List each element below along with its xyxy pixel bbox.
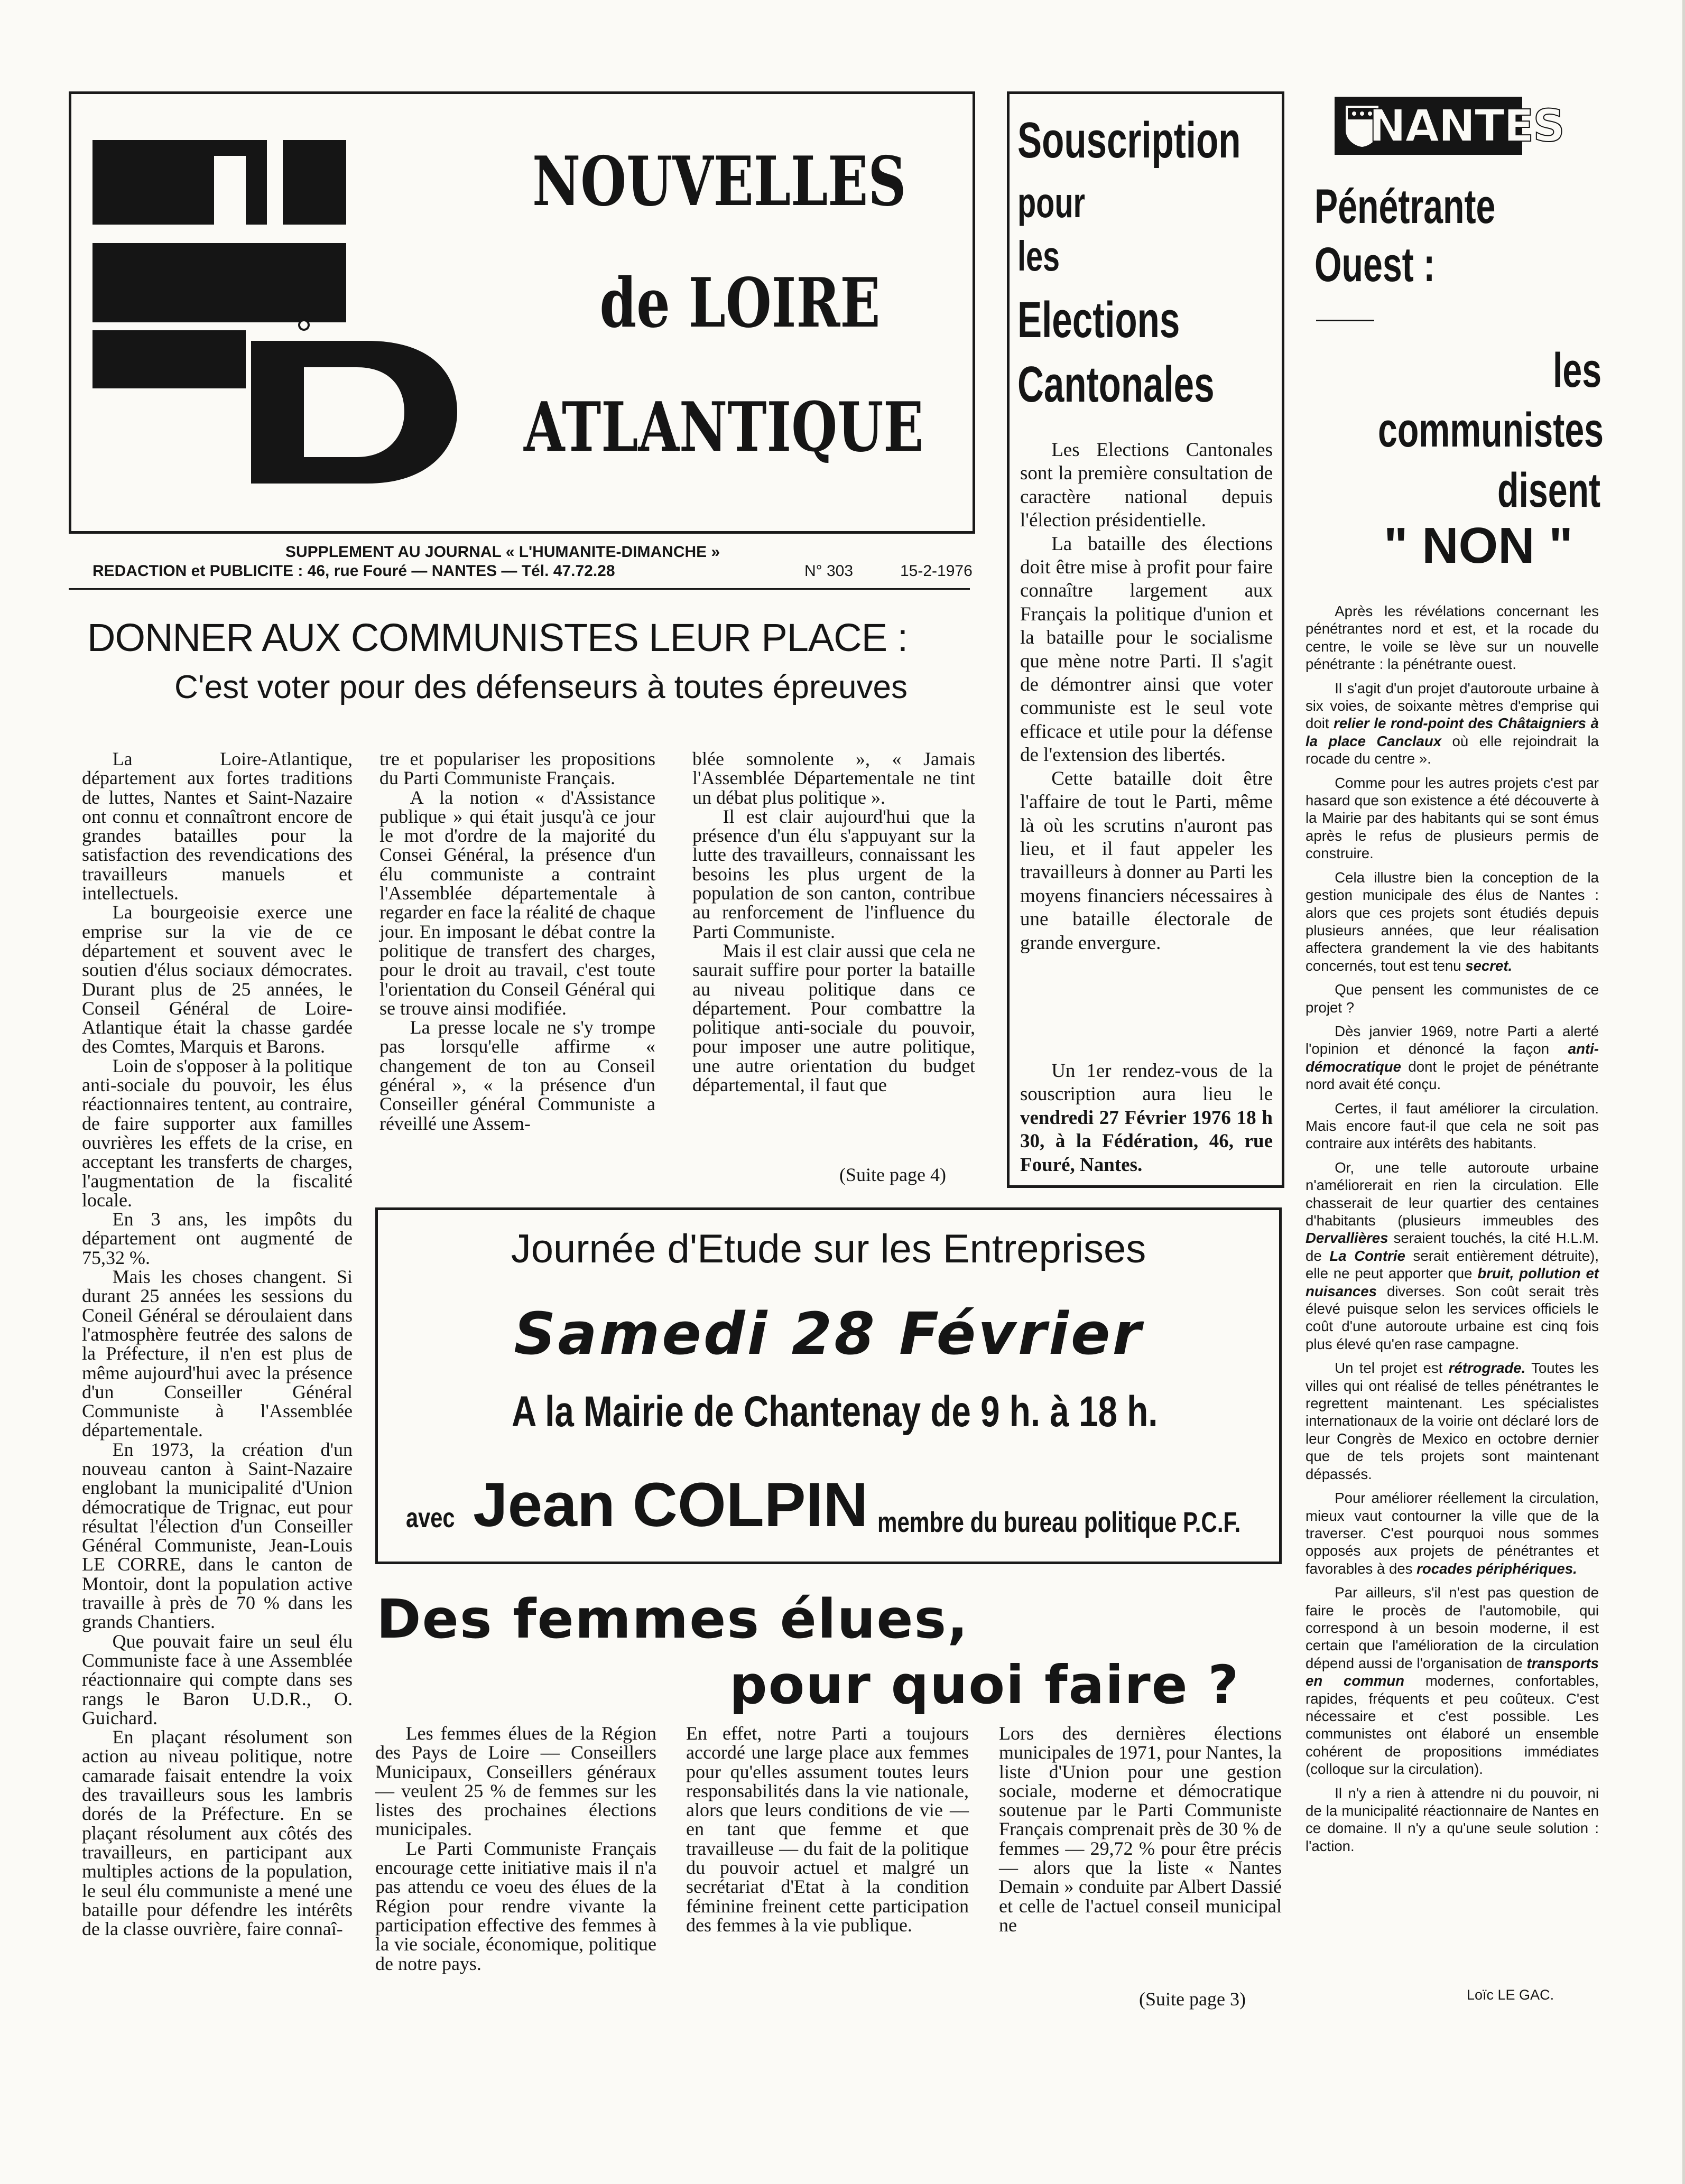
- women-col1-paragraph: Le Parti Communiste Français encourage cette initiative mais il n'a pas attendu ce voeu des élues de la Région pour rendre vivante la participation effective des femmes à la vie sociale, économique, politique de notre pays.: [375, 1837, 656, 1974]
- women-headline-2: pour quoi faire ?: [729, 1654, 1240, 1716]
- nantes-title-6: " NON ": [1384, 517, 1573, 574]
- lead-col2-paragraph: La presse locale ne s'y trompe pas lorsqu'elle affirme « changement de ton au Conseil général », « la présence d'un Conseiller général Communiste a réveillé une Assem-: [379, 1017, 655, 1134]
- nantes-title-3: les: [1553, 343, 1602, 397]
- subscription-title-1: Souscription: [1017, 112, 1241, 169]
- lead-col3-paragraph: Il est clair aujourd'hui que la présence d'un élu s'appuyant sur la lutte des travailleurs, connaissant les besoins les plus urgent de la population de son canton, contribue au renforcement de l'influence du Parti Communiste.: [692, 805, 975, 942]
- nantes-title-1: Pénétrante: [1314, 180, 1496, 234]
- issue-date: 15-2-1976: [900, 562, 973, 580]
- nantes-paragraph-1: Après les révélations concernant les pénétrantes nord et est, et la rocade du centre, le voile se lève sur un nouvelle pénétrante : la pénétrante ouest.: [1306, 603, 1599, 673]
- lead-col1-paragraph: Que pouvait faire un seul élu Communiste face à une Assemblée réactionnaire qui compte dans ses rangs le Baron U.D.R., O. Guichard.: [82, 1630, 353, 1728]
- lead-col2-paragraph: tre et populariser les propositions du Parti Communiste Français.: [379, 748, 655, 789]
- lead-col1-paragraph: En 3 ans, les impôts du département ont augmenté de 75,32 %.: [82, 1209, 353, 1268]
- event-date: Samedi 28 Février: [514, 1300, 1143, 1368]
- nantes-paragraph-3: Comme pour les autres projets c'est par hasard que son existence a été découverte à la Mairie par des habitants qui se sont émus après le refus de plusieurs permis de construire.: [1306, 774, 1599, 862]
- subscription-paragraph: Cette bataille doit être l'affaire de tout le Parti, même là où les scrutins n'auront pas lieu, et il faut appeler les travailleurs à donner au Parti les moyens financiers nécessaires à une bataille électorale de grande envergure.: [1020, 767, 1273, 954]
- lead-col2-paragraph: A la notion « d'Assistance publique » qui était jusqu'à ce jour le mot d'ordre de la majorité du Consei Général, la présence d'un élu communiste a contraint l'Assemblée départementale à regarder en face la réalité de chaque jour. En imposant le débat contre la politique de transfert des charges, pour le droit au travail, c'est toute l'orientation du Conseil Général qui se trouve ainsi modifiée.: [379, 786, 655, 1019]
- lead-col1-paragraph: Mais les choses changent. Si durant 25 années les sessions du Coneil Général se déroulaient dans l'atmosphère feutrée des salons de la Préfecture, il n'en est plus de même aujourd'hui avec la présence d'un Conseiller Général Communiste à l'Assemblée départementale.: [82, 1266, 353, 1441]
- lead-col1-paragraph: La bourgeoisie exerce une emprise sur la vie de ce département et souvent avec le soutien d'élus sociaux démocrates. Durant plus de 25 années, le Conseil Général de Loire-Atlantique était la chasse gardée des Comtes, Marquis et Barons.: [82, 902, 353, 1057]
- event-title: Journée d'Etude sur les Entreprises: [511, 1226, 1146, 1271]
- women-headline-1: Des femmes élues,: [376, 1588, 969, 1651]
- page-edge-rule: [1682, 0, 1685, 2184]
- subscription-title-4: Elections: [1017, 292, 1180, 348]
- redaction-line: REDACTION et PUBLICITE : 46, rue Fouré — NANTES — Tél. 47.72.28: [92, 562, 615, 580]
- nantes-paragraph-7: Certes, il faut améliorer la circulation. Mais encore faut-il que cela ne soit pas contraire aux intérêts des habitants.: [1306, 1100, 1599, 1152]
- hd-logo: [92, 119, 473, 489]
- lead-column-2: [379, 749, 655, 1133]
- nantes-paragraph-11: Par ailleurs, s'il n'est pas question de faire le procès de l'automobile, qui correspond à un besoin moderne, il est certain que l'amélioration de la circulation dépend aussi de l'organisation de transports en commun modernes, confortables, rapides, fréquents et peu coûteux. C'est nécessaire et c'est possible. Les communistes ont élaboré un ensemble cohérent de propositions immédiates (colloque sur la circulation).: [1306, 1584, 1599, 1778]
- lead-column-3: [692, 749, 975, 1094]
- subscription-paragraph: Les Elections Cantonales sont la première consultation de caractère national depuis l'élection présidentielle.: [1020, 439, 1273, 532]
- nantes-author: Loïc LE GAC.: [1467, 1987, 1554, 2003]
- women-column-3: [999, 1724, 1282, 1935]
- nantes-paragraph-5: Que pensent les communistes de ce projet ?: [1306, 981, 1599, 1016]
- subscription-rdv: [1020, 1060, 1273, 1177]
- masthead-rule: [69, 588, 970, 590]
- lead-col1-paragraph: En plaçant résolument son action au niveau politique, notre camarade faisait entendre la voix des travailleurs sous les lambris dorés de la Préfecture. En se plaçant résolument aux côtés des travailleurs, en participant aux multiples actions de la population, le seul élu communiste a mené une bataille pour défendre les intérêts de la classe ouvrière, faire connaî-: [82, 1726, 353, 1940]
- masthead-line1: NOUVELLES: [532, 142, 906, 221]
- lead-headline: DONNER AUX COMMUNISTES LEUR PLACE :: [87, 616, 908, 659]
- subscription-title-3: les: [1017, 233, 1060, 280]
- subscription-body: [1020, 439, 1273, 955]
- subscription-title-2: pour: [1017, 179, 1085, 226]
- nantes-paragraph-6: Dès janvier 1969, notre Parti a alerté l'opinion et dénoncé la façon anti-démocratique dont le projet de pénétrante nord avait été conçu.: [1306, 1023, 1599, 1093]
- nantes-body: [1306, 602, 1599, 1861]
- event-speaker: Jean COLPIN: [473, 1470, 868, 1540]
- lead-col1-paragraph: En 1973, la création d'un nouveau canton à Saint-Nazaire englobant la municipalité d'Union démocratique de Trignac, eut pour résultat l'élection d'un Conseiller Général Communiste, Jean-Louis LE CORRE, dans le canton de Montoir, dont la population active travaille à près de 70 % dans les grands Chantiers.: [82, 1438, 353, 1633]
- masthead-line3: ATLANTIQUE: [524, 388, 924, 467]
- event-speaker-role: membre du bureau politique P.C.F.: [877, 1507, 1241, 1538]
- women-column-2: [686, 1724, 969, 1935]
- supplement-line: SUPPLEMENT AU JOURNAL « L'HUMANITE-DIMANCHE »: [285, 543, 720, 561]
- nantes-paragraph-8: Or, une telle autoroute urbaine n'améliorerait en rien la circulation. Elle chasserait de leur quartier des centaines d'habitants (plusieurs immeubles des Dervallières seraient touchés, la cité H.L.M. de La Contrie serait entièrement détruite), elle ne peut apporter que bruit, pollution et nuisances diverses. Son coût serait très élevé puisque selon les services officiels le coût d'une autoroute urbaine est cinq fois plus élevé qu'en rase campagne.: [1306, 1159, 1599, 1352]
- issue-number: N° 303: [804, 562, 854, 580]
- lead-col1-paragraph: La Loire-Atlantique, département aux fortes traditions de luttes, Nantes et Saint-Nazaire ont connu et connaîtront encore de grandes batailles pour la satisfaction des revendications des travailleurs manuels et intellectuels.: [82, 748, 353, 904]
- lead-column-1: [82, 749, 353, 1938]
- nantes-label-text: NANTES: [1369, 100, 1564, 152]
- masthead-line2: de LOIRE: [599, 264, 881, 343]
- women-col3-paragraph: Lors des dernières élections municipales de 1971, pour Nantes, la liste d'Union pour une gestion sociale, moderne et démocratique soutenue par le Parti Communiste Français comprenait près de 30 % de femmes — 29,72 % pour être précis — alors que la liste « Nantes Demain » conduite par Albert Dassié et celle de l'actuel conseil municipal ne: [999, 1723, 1282, 1936]
- nantes-label: [1335, 97, 1564, 155]
- lead-col3-paragraph: blée somnolente », « Jamais l'Assemblée Départementale ne tint un débat plus politique ».: [692, 748, 975, 808]
- nantes-title-2: Ouest :: [1314, 238, 1436, 292]
- subscription-title-5: Cantonales: [1017, 356, 1215, 413]
- subscription-rdv-details: vendredi 27 Février 1976 18 h 30, à la Fédération, 46, rue Fouré, Nantes.: [1020, 1107, 1273, 1176]
- nantes-paragraph-4: Cela illustre bien la conception de la gestion municipale des élus de Nantes : alors que ces projets sont étudiés depuis plusieurs années, que leur réalisation affectera grandement la vie des habitants concernés, tout est tenu secret.: [1306, 869, 1599, 974]
- subscription-rdv-intro: Un 1er rendez-vous de la souscription aura lieu le: [1020, 1060, 1273, 1105]
- lead-continued: (Suite page 4): [839, 1164, 946, 1185]
- nantes-title-4: communistes: [1378, 403, 1604, 457]
- nantes-title-rule: [1316, 320, 1374, 321]
- event-place: A la Mairie de Chantenay de 9 h. à 18 h.: [512, 1388, 1158, 1436]
- lead-col1-paragraph: Loin de s'opposer à la politique anti-sociale du pouvoir, les élus réactionnaires tentent, au contraire, de faire supporter aux familles ouvrières les effets de la crise, en acceptant les transferts de charges, l'augmentation de la fiscalité locale.: [82, 1055, 353, 1211]
- women-col1-paragraph: Les femmes élues de la Région des Pays de Loire — Conseillers Municipaux, Conseillers généraux — veulent 25 % de femmes sur les listes des prochaines élections municipales.: [375, 1723, 656, 1840]
- nantes-paragraph-10: Pour améliorer réellement la circulation, mieux vaut contourner la ville que de la traverser. C'est pourquoi nous sommes opposés aux projets de pénétrantes et favorables à des rocades périphériques.: [1306, 1490, 1599, 1577]
- lead-col3-paragraph: Mais il est clair aussi que cela ne saurait suffire pour porter la bataille au niveau politique dans ce département. Pour combattre la politique anti-sociale du pouvoir, pour imposer une autre politique, une autre orientation du budget départemental, il faut que: [692, 940, 975, 1096]
- nantes-paragraph-12: Il n'y a rien à attendre ni du pouvoir, ni de la municipalité réactionnaire de Nantes en ce domaine. Il n'y a qu'une seule solution : l'action.: [1306, 1785, 1599, 1854]
- women-continued: (Suite page 3): [1139, 1988, 1246, 2010]
- lead-subhead: C'est voter pour des défenseurs à toutes épreuves: [174, 669, 908, 705]
- event-with: avec: [406, 1503, 455, 1534]
- women-column-1: [375, 1724, 656, 1973]
- nantes-title-5: disent: [1497, 463, 1601, 517]
- women-col2-paragraph: En effet, notre Parti a toujours accordé une large place aux femmes pour qu'elles assument toutes leurs responsabilités dans la vie nationale, alors que leurs conditions de vie — en tant que femme et que travailleuse — du fait de la politique du pouvoir actuel et malgré un secrétariat d'Etat à la condition féminine freinent cette participation des femmes à la vie publique.: [686, 1723, 969, 1936]
- subscription-paragraph: La bataille des élections doit être mise à profit pour faire connaître largement aux Français la politique d'union et la bataille pour le socialisme que mène notre Parti. Il s'agit de démontrer ainsi que voter communiste est le seul vote efficace et utile pour la défense de l'extension des libertés.: [1020, 533, 1273, 766]
- nantes-paragraph-9: Un tel projet est rétrograde. Toutes les villes qui ont réalisé de telles pénétrantes le regrettent maintenant. Les spécialistes internationaux de la voirie ont déclaré lors de leur Congrès de Mexico en octobre dernier que de tels projets sont maintenant dépassés.: [1306, 1360, 1599, 1482]
- nantes-paragraph-2: Il s'agit d'un projet d'autoroute urbaine à six voies, de soixante mètres d'emprise qui doit relier le rond-point des Châtaigniers à la place Canclaux où elle rejoindrait la rocade du centre ».: [1306, 680, 1599, 767]
